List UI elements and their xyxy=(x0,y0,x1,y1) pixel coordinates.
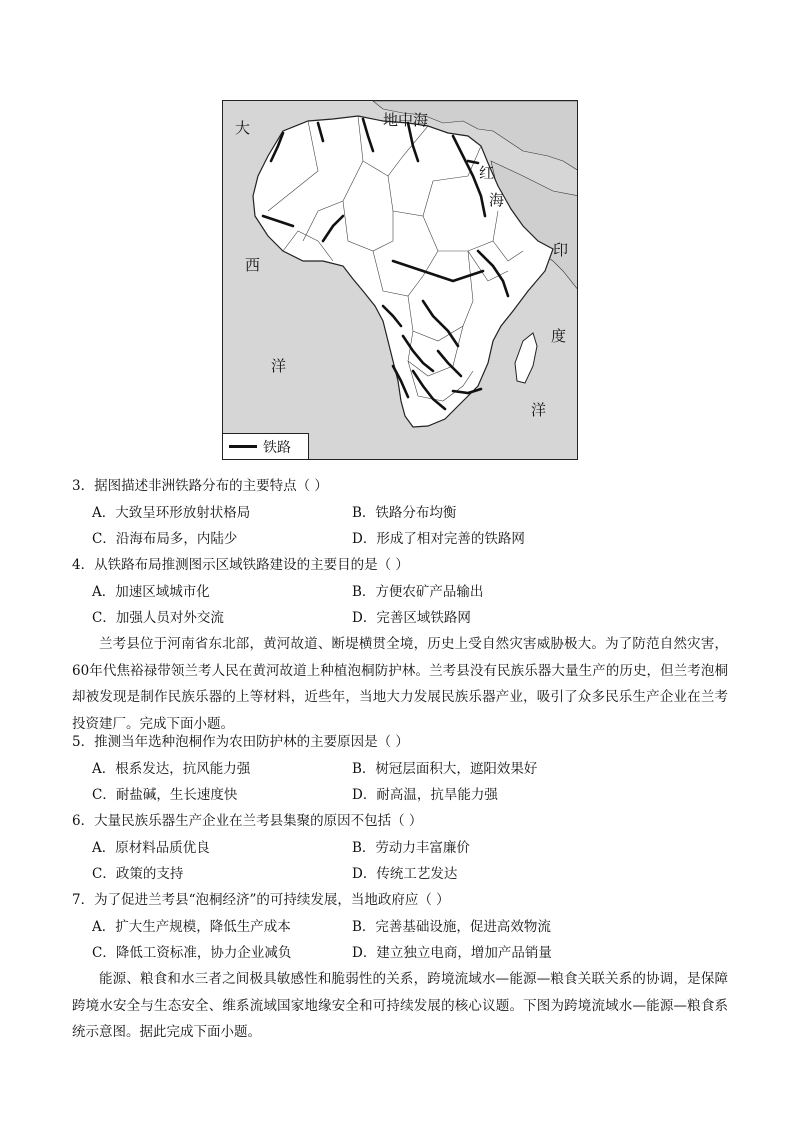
question-7-option-c[interactable]: C．降低工资标准，协力企业减负 xyxy=(92,945,292,961)
question-5-option-c[interactable]: C．耐盐碱，生长速度快 xyxy=(92,787,238,803)
indian-ocean-label-yang: 洋 xyxy=(531,401,547,419)
question-6-option-a[interactable]: A．原材料品质优良 xyxy=(92,840,210,856)
question-6-option-d[interactable]: D．传统工艺发达 xyxy=(352,866,458,882)
red-sea-label-hai: 海 xyxy=(489,191,505,209)
red-sea-label-hong: 红 xyxy=(479,164,495,182)
question-3-stem: 3．据图描述非洲铁路分布的主要特点（ ） xyxy=(72,478,328,494)
question-5-option-b[interactable]: B．树冠层面积大，遮阳效果好 xyxy=(352,761,538,777)
question-5-stem: 5．推测当年选种泡桐作为农田防护林的主要原因是（ ） xyxy=(72,734,409,750)
question-5-option-a[interactable]: A．根系发达，抗风能力强 xyxy=(92,761,251,777)
railway-legend-symbol xyxy=(229,445,257,448)
water-energy-food-passage: 能源、粮食和水三者之间极具敏感性和脆弱性的关系，跨境流域水—能源—粮食关联关系的协调，是保障跨境水安全与生态安全、维系流域国家地缘安全和可持续发展的核心议题。下图为跨境流域水—能源—粮食系统示意图。据此完成下面小题。 xyxy=(72,971,728,1040)
question-6-stem: 6．大量民族乐器生产企业在兰考县集聚的原因不包括（ ） xyxy=(72,813,423,829)
question-6-option-c[interactable]: C．政策的支持 xyxy=(92,866,184,882)
question-7-option-d[interactable]: D．建立独立电商，增加产品销量 xyxy=(352,945,552,961)
africa-map-svg xyxy=(223,101,578,460)
mediterranean-label: 地中海 xyxy=(383,111,429,129)
atlantic-label-yang: 洋 xyxy=(271,357,287,375)
question-4-option-a[interactable]: A．加速区域城市化 xyxy=(92,584,210,600)
question-4-option-d[interactable]: D．完善区域铁路网 xyxy=(352,610,471,626)
question-7-stem: 7．为了促进兰考县“泡桐经济”的可持续发展，当地政府应（ ） xyxy=(72,892,450,908)
africa-railway-map xyxy=(222,100,578,460)
question-4-stem: 4．从铁路布局推测图示区域铁路建设的主要目的是（ ） xyxy=(72,557,409,573)
question-3-option-c[interactable]: C．沿海布局多，内陆少 xyxy=(92,531,238,547)
question-7-option-b[interactable]: B．完善基础设施，促进高效物流 xyxy=(352,919,551,935)
indian-ocean-label-du: 度 xyxy=(551,327,567,345)
madagascar-land xyxy=(515,333,537,383)
lankao-passage: 兰考县位于河南省东北部，黄河故道、断堤横贯全境，历史上受自然灾害威胁极大。为了防范自然灾害，60年代焦裕禄带领兰考人民在黄河故道上种植泡桐防护林。兰考县没有民族乐器大量生产的历史，但兰考泡桐却被发现是制作民族乐器的上等材料，近些年，当地大力发展民族乐器产业，吸引了众多民乐生产企业在兰考投资建厂。完成下面小题。 xyxy=(72,636,728,732)
question-3-option-a[interactable]: A．大致呈环形放射状格局 xyxy=(92,505,251,521)
question-3-option-b[interactable]: B．铁路分布均衡 xyxy=(352,505,457,521)
question-6-option-b[interactable]: B．劳动力丰富廉价 xyxy=(352,840,470,856)
question-4-option-b[interactable]: B．方便农矿产品输出 xyxy=(352,584,484,600)
indian-ocean-label-yin: 印 xyxy=(553,241,569,259)
question-7-option-a[interactable]: A．扩大生产规模，降低生产成本 xyxy=(92,919,291,935)
atlantic-label-da: 大 xyxy=(235,119,251,137)
atlantic-label-xi: 西 xyxy=(245,256,261,274)
railway-legend-label: 铁路 xyxy=(263,439,291,456)
africa-land xyxy=(253,116,553,427)
question-4-option-c[interactable]: C．加强人员对外交流 xyxy=(92,610,224,626)
question-3-option-d[interactable]: D．形成了相对完善的铁路网 xyxy=(352,531,525,547)
question-5-option-d[interactable]: D．耐高温，抗旱能力强 xyxy=(352,787,498,803)
map-legend xyxy=(223,433,309,459)
